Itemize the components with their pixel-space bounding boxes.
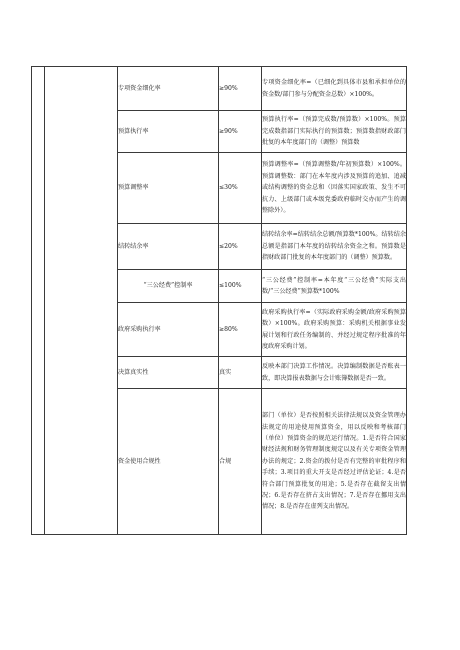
description-cell: 专项资金细化率=（已细化到具体市县和承担单位的资金数/部门参与分配资金总数）×100%。	[262, 67, 407, 111]
indicator-cell: 专项资金细化率	[118, 67, 219, 111]
standard-cell: ≤30%	[219, 153, 262, 224]
standard-cell: 真实	[219, 357, 262, 389]
indicator-cell: 决算真实性	[118, 357, 219, 389]
description-cell: 结转结余率=结转结余总额/预算数*100%。结转结余总额是指部门本年度的结转结余资金之和。预算数是指财政部门批复的本年度部门的（调整）预算数。	[262, 224, 407, 270]
blank-cell-level1	[32, 67, 45, 535]
standard-cell: ≥90%	[219, 111, 262, 153]
indicator-cell: 预算执行率	[118, 111, 219, 153]
standard-cell: ≤100%	[219, 270, 262, 303]
description-cell: 政府采购执行率=（实际政府采购金额/政府采购预算数）×100%。政府采购预算：采购机关根据事业发展计划和行政任务编制的、并经过规定程序批准的年度政府采购计划。	[262, 303, 407, 357]
standard-cell: ≤20%	[219, 224, 262, 270]
table-row	[32, 67, 407, 111]
standard-cell: ≥90%	[219, 67, 262, 111]
description-cell: “三公经费”控制率=本年度“三公经费”实际支出数/“三公经费”预算数*100%	[262, 270, 407, 303]
standard-cell: ≥80%	[219, 303, 262, 357]
performance-indicator-table	[31, 66, 407, 535]
indicator-cell: 政府采购执行率	[118, 303, 219, 357]
description-cell: 反映本部门决算工作情况。决算编制数据是否账表一致，即决算报表数据与会计账簿数据是否一致。	[262, 357, 407, 389]
description-cell: 预算调整率=（预算调整数/年初预算数）×100%。预算调整数：部门在本年度内涉及预算的追加、追减或结构调整的资金总和（因落实国家政策、发生不可抗力、上级部门或本级党委政府临时交办而产生的调整除外）。	[262, 153, 407, 224]
description-cell: 预算执行率=（预算完成数/预算数）×100%。预算完成数指部门实际执行的预算数；预算数指财政部门批复的本年度部门的（调整）预算数	[262, 111, 407, 153]
description-cell: 部门（单位）是否按照相关法律法规以及资金管理办法规定的用途使用预算资金，用以反映和考核部门（单位）预算资金的规范运行情况。1.是否符合国家财经法规和财务管理制度规定以及有关专项资金管理办法的规定；2.资金的拨付是否有完整的审批程序和手续；3.项目的重大开支是否经过评估论证；4.是否符合部门预算批复的用途；5.是否存在截留支出情况；6.是否存在挤占支出情况；7.是否存在挪用支出情况；8.是否存在虚列支出情况。	[262, 389, 407, 535]
standard-cell: 合规	[219, 389, 262, 535]
blank-cell-level2	[45, 67, 118, 535]
indicator-cell: 结转结余率	[118, 224, 219, 270]
indicator-cell: 资金使用合规性	[118, 389, 219, 535]
indicator-cell: “三公经费”控制率	[118, 270, 219, 303]
indicator-cell: 预算调整率	[118, 153, 219, 224]
